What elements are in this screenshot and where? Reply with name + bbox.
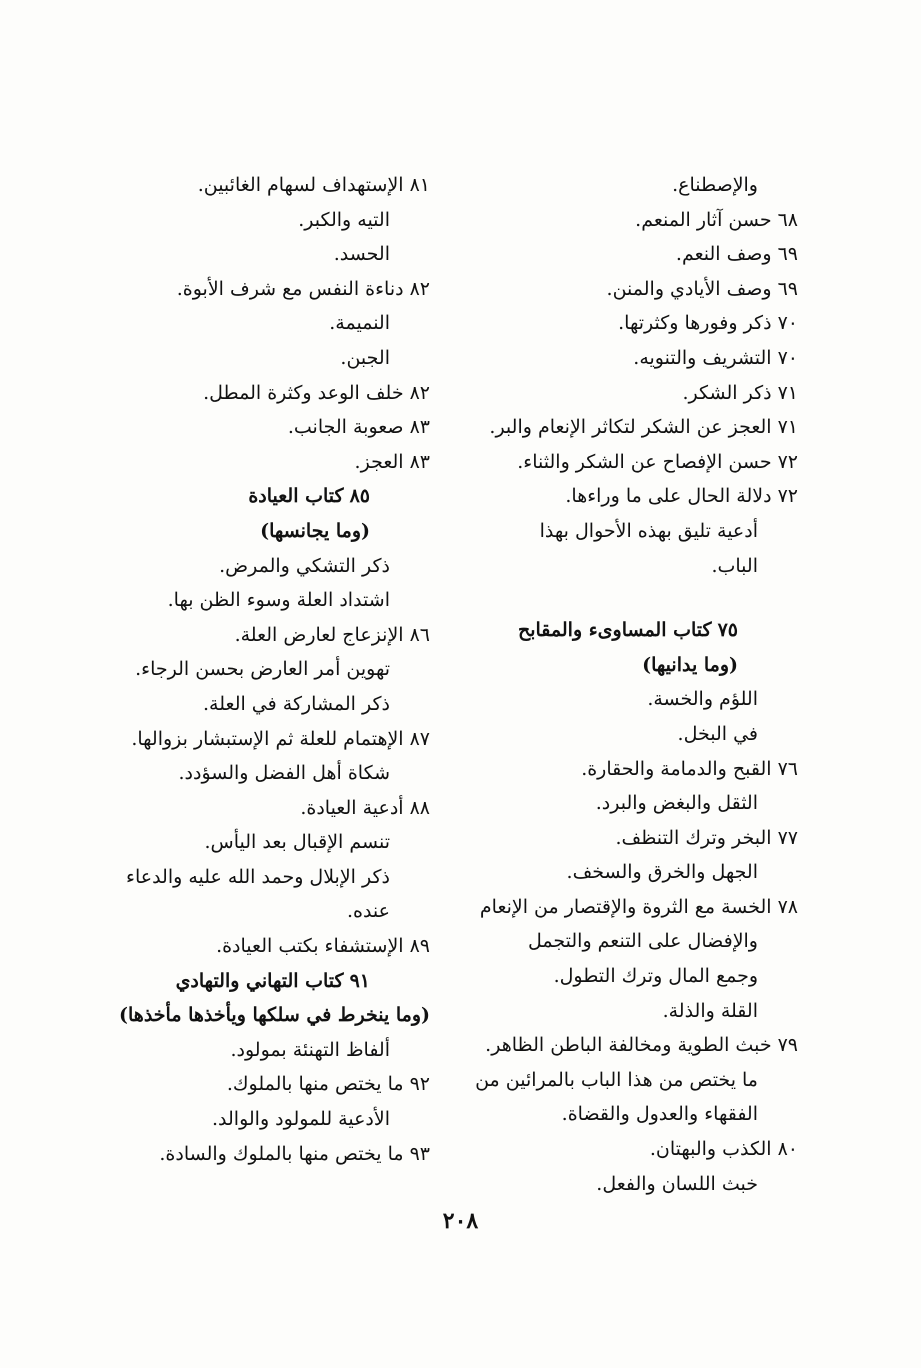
index-entry xyxy=(108,203,430,238)
index-entry xyxy=(470,752,798,787)
index-entry xyxy=(470,994,798,1029)
entry-text: أدعية العيادة. xyxy=(300,796,404,819)
page-ref: ٧٥ xyxy=(717,619,738,642)
index-entry xyxy=(108,445,430,480)
page-number: ٢٠٨ xyxy=(442,1208,479,1234)
entry-text: الجبن. xyxy=(340,346,390,369)
entry-text: (وما ينخرط في سلكها ويأخذها مأخذها) xyxy=(119,1004,430,1027)
entry-text: التشريف والتنويه. xyxy=(633,346,772,369)
entry-text: حسن الإفصاح عن الشكر والثناء. xyxy=(517,450,772,473)
entry-text: ما يختص من هذا الباب بالمرائين من xyxy=(475,1068,758,1091)
index-entry xyxy=(108,583,430,618)
index-entry xyxy=(470,341,798,376)
page-ref: ٨٦ xyxy=(409,623,430,646)
entry-text: الباب. xyxy=(711,554,758,577)
section-heading xyxy=(108,514,430,549)
entry-text: الإستهداف لسهام الغائبين. xyxy=(197,174,404,196)
index-entry xyxy=(108,929,430,964)
page-ref: ٨٠ xyxy=(777,1138,798,1161)
index-entry xyxy=(470,1028,798,1063)
page-ref: ٨٥ xyxy=(349,485,370,508)
entry-text: ذكر الشكر. xyxy=(682,381,772,404)
index-entry xyxy=(108,825,430,860)
index-entry xyxy=(470,1063,798,1098)
index-entry xyxy=(108,410,430,445)
index-entry xyxy=(470,924,798,959)
index-entry xyxy=(108,791,430,826)
entry-text: الأدعية للمولود والوالد. xyxy=(212,1108,390,1131)
index-entry xyxy=(470,1167,798,1202)
page-ref: ٨٨ xyxy=(409,796,430,819)
index-entry xyxy=(470,549,798,584)
index-entry xyxy=(108,1137,430,1172)
entry-text: الإنزعاج لعارض العلة. xyxy=(234,623,404,646)
page-ref: ٨٣ xyxy=(409,416,430,439)
page-ref: ٧٩ xyxy=(777,1034,798,1057)
section-heading xyxy=(108,964,430,999)
entry-text: ذكر وفورها وكثرتها. xyxy=(618,312,772,335)
entry-text: تنسم الإقبال بعد اليأس. xyxy=(204,831,390,854)
entry-text: (وما يدانيها) xyxy=(642,653,738,676)
entry-text: (وما يجانسها) xyxy=(260,519,370,542)
entry-text: اشتداد العلة وسوء الظن بها. xyxy=(167,589,390,612)
index-entry xyxy=(108,652,430,687)
page-ref: ٧٨ xyxy=(777,895,798,918)
index-entry xyxy=(470,855,798,890)
page-ref: ٨١ xyxy=(409,174,430,196)
index-entry xyxy=(470,376,798,411)
page-ref: ٧٢ xyxy=(777,485,798,508)
entry-text: خبث اللسان والفعل. xyxy=(596,1172,758,1195)
page-ref: ٨٢ xyxy=(409,277,430,300)
index-entry xyxy=(108,272,430,307)
entry-text: كتاب التهاني والتهادي xyxy=(175,969,344,992)
entry-text: وصف النعم. xyxy=(675,243,772,266)
index-entry xyxy=(108,722,430,757)
section-heading xyxy=(108,998,430,1033)
section-heading xyxy=(470,613,798,648)
entry-text: ذكر الإبلال وحمد الله عليه والدعاء xyxy=(126,865,390,888)
entry-text: كتاب المساوىء والمقابح xyxy=(517,619,712,642)
index-entry xyxy=(108,687,430,722)
page-ref: ٦٨ xyxy=(777,208,798,231)
index-entry xyxy=(108,1102,430,1137)
index-entry xyxy=(108,1033,430,1068)
entry-text: وصف الأيادي والمنن. xyxy=(606,277,772,300)
index-entry xyxy=(108,237,430,272)
index-entry xyxy=(108,306,430,341)
page-ref: ٧٦ xyxy=(777,757,798,780)
entry-text: خلف الوعد وكثرة المطل. xyxy=(203,381,404,404)
entry-text: خبث الطوية ومخالفة الباطن الظاهر. xyxy=(485,1034,772,1057)
right-column xyxy=(470,168,798,1201)
page-ref: ٧١ xyxy=(777,416,798,439)
index-entry xyxy=(108,1067,430,1102)
index-entry xyxy=(470,959,798,994)
index-entry xyxy=(470,272,798,307)
index-entry xyxy=(470,203,798,238)
index-entry xyxy=(470,682,798,717)
page-ref: ٨٩ xyxy=(409,935,430,958)
entry-text: والإفضال على التنعم والتجمل xyxy=(528,930,758,953)
index-entry xyxy=(470,306,798,341)
index-entry xyxy=(470,890,798,925)
entry-text: القبح والدمامة والحقارة. xyxy=(581,757,772,780)
page-ref: ٧٠ xyxy=(777,312,798,335)
page-ref: ٨٣ xyxy=(409,450,430,473)
page-ref: ٩٢ xyxy=(409,1073,430,1096)
index-entry xyxy=(470,821,798,856)
index-entry xyxy=(108,756,430,791)
entry-text: القلة والذلة. xyxy=(662,999,758,1022)
index-entry xyxy=(470,479,798,514)
index-entry xyxy=(108,860,430,895)
entry-text: في البخل. xyxy=(677,722,758,745)
page-ref: ٧٢ xyxy=(777,450,798,473)
entry-text: شكاة أهل الفضل والسؤدد. xyxy=(178,762,390,785)
entry-text: وجمع المال وترك التطول. xyxy=(553,965,758,988)
section-heading xyxy=(108,479,430,514)
index-entry xyxy=(470,514,798,549)
index-entry xyxy=(108,168,430,203)
entry-text: الجهل والخرق والسخف. xyxy=(566,861,758,884)
page-ref: ٨٢ xyxy=(409,381,430,404)
entry-text: عنده. xyxy=(346,900,390,923)
index-entry xyxy=(470,1097,798,1132)
entry-text: التيه والكبر. xyxy=(298,208,390,231)
page-ref: ٧٠ xyxy=(777,346,798,369)
entry-text: العجز. xyxy=(354,450,404,473)
entry-text: صعوبة الجانب. xyxy=(287,416,404,439)
entry-text: ذكر المشاركة في العلة. xyxy=(203,692,390,715)
section-heading xyxy=(470,648,798,683)
index-entry xyxy=(470,1132,798,1167)
entry-text: اللؤم والخسة. xyxy=(647,688,758,711)
index-entry xyxy=(108,376,430,411)
entry-text: دناءة النفس مع شرف الأبوة. xyxy=(176,277,404,300)
index-entry xyxy=(470,410,798,445)
entry-text: البخر وترك التنظف. xyxy=(615,826,772,849)
entry-text: العجز عن الشكر لتكاثر الإنعام والبر. xyxy=(489,416,772,439)
page-ref: ٩٣ xyxy=(409,1142,430,1165)
entry-text: الإهتمام للعلة ثم الإستبشار بزوالها. xyxy=(131,727,404,750)
index-entry xyxy=(108,549,430,584)
page-ref: ٦٩ xyxy=(777,277,798,300)
entry-text: ذكر التشكي والمرض. xyxy=(219,554,390,577)
entry-text: الثقل والبغض والبرد. xyxy=(595,792,758,815)
entry-text: الكذب والبهتان. xyxy=(649,1138,772,1161)
entry-text: الحسد. xyxy=(333,243,390,266)
index-entry xyxy=(470,237,798,272)
entry-text: والإصطناع. xyxy=(672,174,758,196)
entry-text: ما يختص منها بالملوك والسادة. xyxy=(159,1142,404,1165)
page-ref: ٨٧ xyxy=(409,727,430,750)
entry-text: تهوين أمر العارض بحسن الرجاء. xyxy=(135,658,390,681)
index-entry xyxy=(470,168,798,203)
entry-text: حسن آثار المنعم. xyxy=(635,208,772,231)
page-ref: ٧٧ xyxy=(777,826,798,849)
entry-text: النميمة. xyxy=(329,312,390,335)
entry-text: الخسة مع الثروة والإقتصار من الإنعام xyxy=(479,895,772,918)
index-entry xyxy=(108,894,430,929)
index-entry xyxy=(470,786,798,821)
left-column xyxy=(108,168,430,1171)
entry-text: الفقهاء والعدول والقضاة. xyxy=(561,1103,758,1126)
entry-text: الإستشفاء بكتب العيادة. xyxy=(216,935,404,958)
index-entry xyxy=(470,717,798,752)
entry-text: ما يختص منها بالملوك. xyxy=(226,1073,404,1096)
page-ref: ٧١ xyxy=(777,381,798,404)
index-entry xyxy=(108,618,430,653)
entry-text: ألفاظ التهنئة بمولود. xyxy=(230,1038,390,1061)
index-entry xyxy=(470,445,798,480)
entry-text: دلالة الحال على ما وراءها. xyxy=(565,485,772,508)
page-ref: ٦٩ xyxy=(777,243,798,266)
page-ref: ٩١ xyxy=(349,969,370,992)
entry-text: أدعية تليق بهذه الأحوال بهذا xyxy=(539,519,758,542)
entry-text: كتاب العيادة xyxy=(248,485,344,508)
index-entry xyxy=(108,341,430,376)
